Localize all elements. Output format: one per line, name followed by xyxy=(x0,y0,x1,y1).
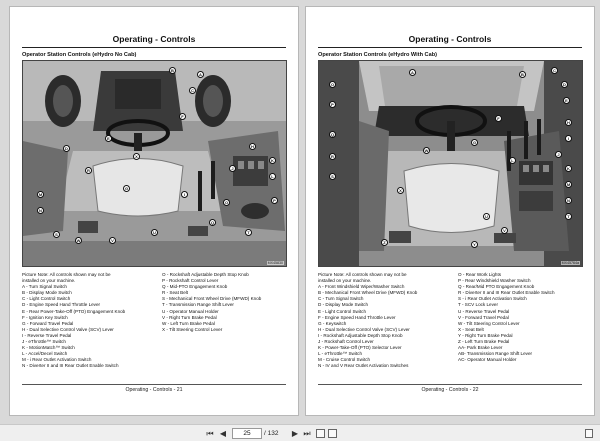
legend-row: K - Power-Take-Off (PTO) Selector Lever xyxy=(318,345,402,351)
callout-d: D xyxy=(63,145,70,152)
callout-f: F xyxy=(495,115,502,122)
callout-x: X xyxy=(397,187,404,194)
legend-column-1 xyxy=(318,272,453,370)
operator-station-photo-no-cab xyxy=(22,60,287,267)
callout-u: U xyxy=(151,229,158,236)
legend-row: M - Cruise Control Switch xyxy=(318,357,371,363)
legend-row: installed on your machine. xyxy=(318,278,372,284)
legend-row: J - Rockshaft Control Lever xyxy=(318,339,374,345)
legend-row: E - Light Control Switch xyxy=(318,308,366,314)
page-title: Operating - Controls xyxy=(408,34,492,44)
callout-b: B xyxy=(519,71,526,78)
legend-row: Picture Note: All controls shown may not be xyxy=(318,272,407,277)
legend-row: U - Operator Manual Holder xyxy=(162,308,219,314)
legend-row: C - Turn Signal Switch xyxy=(318,296,364,302)
page-footer: Operating - Controls - 21 xyxy=(22,384,286,393)
callout-k: K xyxy=(565,165,572,172)
callout-m: M xyxy=(566,182,571,187)
legend-row: A - Front Windshield Wiper/Washer Switch xyxy=(318,284,405,290)
legend-row: U - Reverse Travel Pedal xyxy=(458,308,510,314)
legend-row: N - Diverter II and III Rear Outlet Enable Switch xyxy=(22,363,119,369)
callout-h: H xyxy=(249,143,256,150)
legend-row: H - Dual Selective Control Valve (SCV) Lever xyxy=(22,326,114,332)
legend-row: T - Transmission Range Shift Lever xyxy=(162,302,234,308)
legend-row: V - Right Turn Brake Pedal xyxy=(162,314,217,320)
callout-l: L xyxy=(509,157,516,164)
title-divider xyxy=(22,47,286,48)
legend-row: installed on your machine. xyxy=(22,278,76,284)
legend-row: X - Seat Belt xyxy=(458,326,484,332)
legend-row: W - Left Turn Brake Pedal xyxy=(162,320,215,326)
page-22 xyxy=(305,6,595,416)
callout-o: O xyxy=(224,200,229,205)
callout-y: Y xyxy=(471,241,478,248)
photo-id: MX45764a xyxy=(561,261,579,265)
callout-q: Q xyxy=(330,132,335,137)
viewer-toolbar xyxy=(0,424,600,441)
page-21 xyxy=(9,6,299,416)
callout-g: G xyxy=(472,140,477,145)
first-page-icon[interactable]: ⏮ xyxy=(206,429,214,438)
callout-p: P xyxy=(271,197,278,204)
legend-row: J - eThrottle™ Switch xyxy=(22,339,66,345)
legend-row: O - Rockshaft Adjustable Depth Stop Knob xyxy=(162,272,249,277)
callout-b: B xyxy=(169,67,176,74)
legend-row: V - Forward Travel Pedal xyxy=(458,314,509,320)
callout-f: F xyxy=(179,113,186,120)
legend-row: Picture Note: All controls shown may not be xyxy=(22,272,111,277)
callout-w: W xyxy=(76,238,81,243)
legend-row: H - Dual Selective Control Valve (SCV) Lever xyxy=(318,326,410,332)
legend-column-1 xyxy=(22,272,157,370)
callout-e: E xyxy=(563,97,570,104)
callout-c: C xyxy=(189,87,196,94)
callout-z: Z xyxy=(381,239,388,246)
title-divider xyxy=(318,47,582,48)
callout-n: N xyxy=(565,197,572,204)
legend-row: E - Rear Power-Take-Off (PTO) Engagement Knob xyxy=(22,308,126,314)
legend-column-2 xyxy=(162,272,292,333)
operator-station-photo-with-cab xyxy=(318,60,583,267)
page-footer: Operating - Controls - 22 xyxy=(318,384,582,393)
legend-row: O - Rear Work Lights xyxy=(458,272,502,277)
callout-i: I xyxy=(565,135,572,142)
tractor-no-cab-illustration xyxy=(23,61,287,267)
legend-row: Q - Mid-PTO Engagement Knob xyxy=(162,284,228,290)
section-title: Operator Station Controls (eHydro No Cab) xyxy=(22,52,137,58)
legend-row: N - IV and V Rear Outlet Activation Switches xyxy=(318,363,409,369)
legend-row: R - Seat Belt xyxy=(162,290,189,296)
legend-row: I - Reverse Travel Pedal xyxy=(22,332,72,338)
single-page-view-icon[interactable] xyxy=(316,429,325,438)
callout-s: S xyxy=(53,231,60,238)
legend-row: AA- Park Brake Lever xyxy=(458,345,503,351)
legend-row: D - Display Mode Switch xyxy=(318,302,369,308)
callout-j: J xyxy=(229,165,236,172)
tractor-cab-illustration xyxy=(319,61,583,267)
callout-v: V xyxy=(501,227,508,234)
legend-row: T - SCV Lock Lever xyxy=(458,302,498,308)
callout-p: P xyxy=(329,101,336,108)
photo-id: MX45830 xyxy=(267,261,283,265)
legend-row: B - Display Mode Switch xyxy=(22,290,72,296)
legend-row: W - Tilt Steering Control Lever xyxy=(458,320,520,326)
callout-n: N xyxy=(37,207,44,214)
legend-row: S - Mechanical Front Wheel Drive (MFWD) Knob xyxy=(162,296,262,302)
callout-o: O xyxy=(330,82,335,87)
previous-page-icon[interactable]: ◀ xyxy=(219,429,227,438)
legend-row: L - Accel/Decel Switch xyxy=(22,351,68,357)
callout-a: A xyxy=(197,71,204,78)
callout-j: J xyxy=(555,151,562,158)
legend-row: AB- Transmission Range Shift Lever xyxy=(458,351,533,357)
legend-row: AC- Operator Manual Holder xyxy=(458,357,517,363)
legend-column-2 xyxy=(458,272,588,363)
callout-k: K xyxy=(269,157,276,164)
fit-page-icon[interactable] xyxy=(585,429,593,438)
callout-c: C xyxy=(551,67,558,74)
callout-a: A xyxy=(409,69,416,76)
callout-x: X xyxy=(133,153,140,160)
legend-row: D - Engine Speed Hand Throttle Lever xyxy=(22,302,101,308)
callout-h: H xyxy=(565,119,572,126)
legend-row: C - Light Control Switch xyxy=(22,296,71,302)
callout-i: I xyxy=(181,191,188,198)
callout-t: T xyxy=(565,213,572,220)
legend-row: B - Mechanical Front Wheel Drive (MFWD) Knob xyxy=(318,290,418,296)
legend-row: R - Diverter II and III Rear Outlet Enable Switch xyxy=(458,290,555,296)
callout-e: E xyxy=(105,135,112,142)
legend-row: Q - Rear/Mid PTO Engagement Knob xyxy=(458,284,535,290)
callout-m: M xyxy=(38,192,43,197)
legend-row: G - Forward Travel Pedal xyxy=(22,320,74,326)
legend-row: K - MotionMatch™ Switch xyxy=(22,345,75,351)
page-title: Operating - Controls xyxy=(112,34,196,44)
callout-s: S xyxy=(329,173,336,180)
legend-row: G - Keyswitch xyxy=(318,320,347,326)
legend-row: M - i Rear Outlet Activation Switch xyxy=(22,357,92,363)
legend-row: I - Rockshaft Adjustable Depth Stop Knob xyxy=(318,332,403,338)
callout-d: D xyxy=(561,81,568,88)
legend-row: S - i Rear Outlet Activation Switch xyxy=(458,296,527,302)
page-number-input[interactable]: 25 xyxy=(232,428,262,439)
legend-row: F - Ignition Key Switch xyxy=(22,314,68,320)
callout-l: L xyxy=(269,173,276,180)
legend-row: Z - Left Turn Brake Pedal xyxy=(458,339,510,345)
callout-w: W xyxy=(424,148,429,153)
legend-row: X - Tilt Steering Control Lever xyxy=(162,326,223,332)
section-title: Operator Station Controls (eHydro With Cab) xyxy=(318,52,437,58)
callout-t: T xyxy=(245,229,252,236)
legend-row: Y - Right Turn Brake Pedal xyxy=(458,332,513,338)
legend-row: P - Rockshaft Control Lever xyxy=(162,278,219,284)
legend-row: A - Turn Signal Switch xyxy=(22,284,67,290)
callout-r: R xyxy=(329,153,336,160)
legend-row: F - Engine Speed Hand Throttle Lever xyxy=(318,314,396,320)
next-page-icon[interactable]: ▶ xyxy=(291,429,299,438)
last-page-icon[interactable]: ⏭ xyxy=(303,429,311,438)
page-total: / 132 xyxy=(264,430,279,437)
callout-v: V xyxy=(109,237,116,244)
callout-r: R xyxy=(85,167,92,174)
legend-row: P - Rear Windshield Washer Switch xyxy=(458,278,531,284)
callout-u: U xyxy=(483,213,490,220)
callout-q: Q xyxy=(210,220,215,225)
legend-row: L - eThrottle™ Switch xyxy=(318,351,362,357)
two-page-view-icon[interactable] xyxy=(328,429,337,438)
callout-g: G xyxy=(124,186,129,191)
